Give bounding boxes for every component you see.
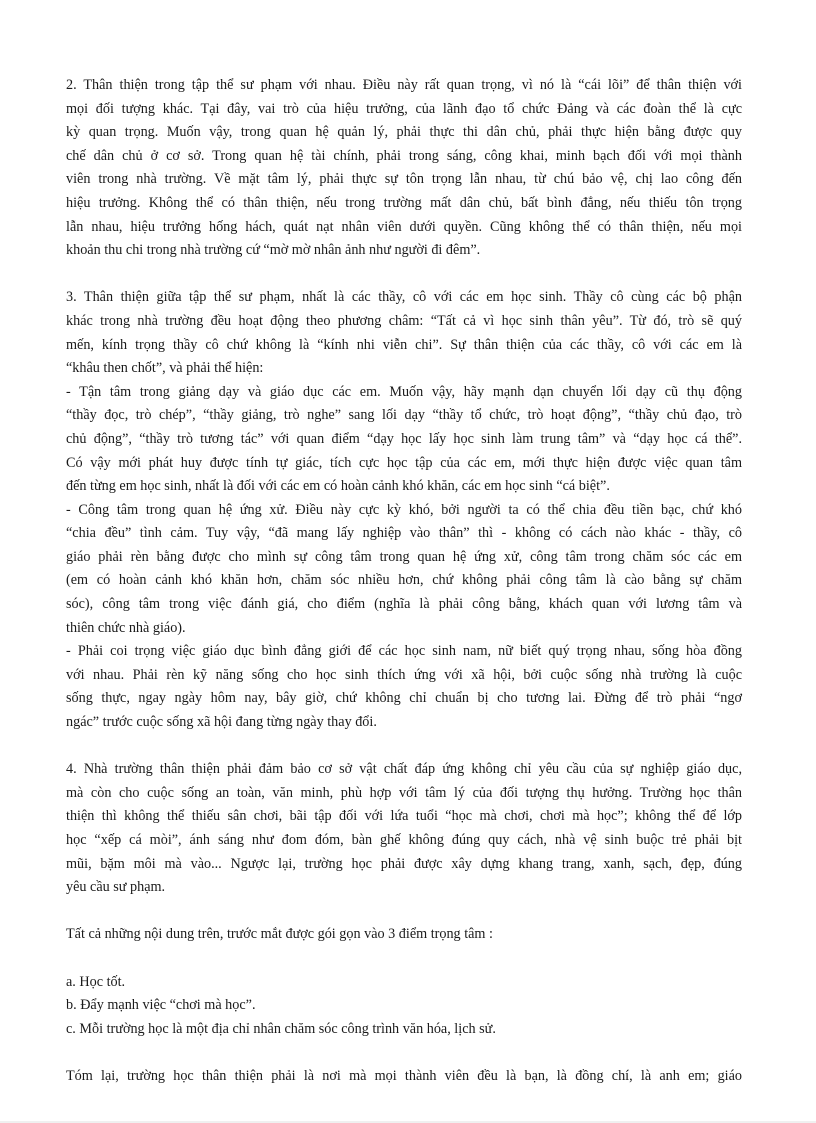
list-item: c. Mỗi trường học là một địa chỉ nhân chăm sóc công trình văn hóa, lịch sử. xyxy=(66,1020,496,1037)
paragraph-2 xyxy=(66,74,742,263)
list-item: a. Học tốt. xyxy=(66,973,126,990)
text-line: “chia đều” tình cảm. Tuy vậy, “đã mang lấy nghiệp vào thân” thì - không có cách nào khác - thầy, cô xyxy=(66,525,742,542)
list-item: b. Đẩy mạnh việc “chơi mà học”. xyxy=(66,997,256,1014)
document-body xyxy=(66,74,742,1089)
text-line: khác trong nhà trường đều hoạt động theo phương châm: “Tất cả vì học sinh thân yêu”. Từ đó, trò sẽ quý xyxy=(66,312,742,329)
text-line: Tất cả những nội dung trên, trước mắt được gói gọn vào 3 điểm trọng tâm : xyxy=(66,926,493,943)
text-line: mà còn cho cuộc sống an toàn, văn minh, phù hợp với tâm lý của đối tượng thụ hưởng. Trường học thân xyxy=(66,784,742,801)
text-line: - Công tâm trong quan hệ ứng xử. Điều này cực kỳ khó, bởi người ta có thể chia đều tiền bạc, chứ khó xyxy=(66,501,742,518)
text-line: 4. Nhà trường thân thiện phải đảm bảo cơ sở vật chất đáp ứng không chỉ yêu cầu của sự nghiệp giáo dục, xyxy=(66,761,742,778)
paragraph-gap xyxy=(66,947,742,971)
conclusion-paragraph xyxy=(66,1065,742,1089)
text-line: - Tận tâm trong giảng dạy và giáo dục các em. Muốn vậy, hãy mạnh dạn chuyển lối dạy cũ thụ động xyxy=(66,383,742,400)
text-line: mến, kính trọng thầy cô chứ không là “kính nhi viễn chi”. Sự thân thiện của các thầy, cô với các em là xyxy=(66,336,742,353)
text-line: sống thực, ngay ngày hôm nay, bây giờ, chứ không chỉ chuẩn bị cho tương lai. Đừng để trò phải “ngơ xyxy=(66,690,742,707)
text-line: mọi đối tượng khác. Tại đây, vai trò của hiệu trưởng, của lãnh đạo tổ chức Đảng và các đoàn thể là cực xyxy=(66,100,742,117)
text-line: lẫn nhau, hiệu trưởng hống hách, quát nạt nhân viên dưới quyền. Cũng không thể có thân thiện, nếu mọi xyxy=(66,218,742,235)
text-line: ngác” trước cuộc sống xã hội đang từng ngày thay đổi. xyxy=(66,714,377,731)
text-line: “khâu then chốt”, và phải thể hiện: xyxy=(66,360,264,377)
summary-intro xyxy=(66,923,742,947)
focus-list xyxy=(66,971,742,1042)
text-line: “thầy đọc, trò chép”, “thầy giảng, trò nghe” sang lối dạy “thầy tổ chức, trò hoạt động”, “thầy chủ đạo, trò xyxy=(66,407,742,424)
text-line: sóc), công tâm trong việc đánh giá, cho điểm (nghĩa là phải công bằng, khách quan với lương tâm và xyxy=(66,596,742,613)
text-line: thiên chức nhà giáo). xyxy=(66,619,186,636)
paragraph-gap xyxy=(66,900,742,924)
text-line: với nhau. Phải rèn kỹ năng sống cho học sinh thích ứng với xã hội, bởi cuộc sống nhà trường là cuộc xyxy=(66,666,742,683)
text-line: hiệu trưởng. Không thể có thân thiện, nếu trong trường mất dân chủ, bất bình đẳng, nếu thiếu tôn trọng xyxy=(66,194,742,211)
paragraph-gap xyxy=(66,263,742,287)
paragraph-gap xyxy=(66,1041,742,1065)
text-line: khoản thu chi trong nhà trường cứ “mờ mờ nhân ảnh như người đi đêm”. xyxy=(66,242,481,259)
text-line: Tóm lại, trường học thân thiện phải là nơi mà mọi thành viên đều là bạn, là đồng chí, là anh em; giáo xyxy=(66,1067,742,1084)
paragraph-4 xyxy=(66,758,742,900)
text-line: - Phải coi trọng việc giáo dục bình đẳng giới để các học sinh nam, nữ biết quý trọng nhau, sống hòa đồng xyxy=(66,643,742,660)
text-line: đến từng em học sinh, nhất là đối với các em có hoàn cảnh khó khăn, các em học sinh “cá biệt”. xyxy=(66,478,610,495)
text-line: Có vậy mới phát huy được tính tự giác, tích cực học tập của các em, mới thực hiện được việc quan tâm xyxy=(66,454,742,471)
text-line: kỳ quan trọng. Muốn vậy, trong quan hệ quản lý, phải thực thi dân chủ, phải thực hiện bằng được quy xyxy=(66,124,742,141)
text-line: yêu cầu sư phạm. xyxy=(66,879,166,896)
text-line: viên trong nhà trường. Về mặt tâm lý, phải thực sự tôn trọng lẫn nhau, từ chú bảo vệ, chị lao công đến xyxy=(66,171,742,188)
text-line: học “xếp cá mòi”, ánh sáng như đom đóm, bàn ghế không đúng quy cách, nhà vệ sinh buộc trẻ phải bịt xyxy=(66,832,742,848)
paragraph-gap xyxy=(66,735,742,759)
text-line: (em có hoàn cảnh khó khăn hơn, chăm sóc nhiều hơn, chứ không phải công tâm là cào bằng sự chăm xyxy=(66,572,742,589)
text-line: giáo phải rèn bằng được cho mình sự công tâm trong quan hệ ứng xử, công tâm trong chăm sóc các em xyxy=(66,548,742,565)
text-line: 3. Thân thiện giữa tập thể sư phạm, nhất là các thầy, cô với các em học sinh. Thầy cô cùng các bộ phận xyxy=(66,289,742,306)
text-line: chủ động”, “thầy trò tương tác” với quan điểm “dạy học lấy học sinh làm trung tâm” và “dạy học cá thể”. xyxy=(66,430,742,447)
text-line: chế dân chủ ở cơ sở. Trong quan hệ tài chính, phải trong sáng, công khai, minh bạch đối với mọi thành xyxy=(66,147,742,164)
text-line: mũi, bặm môi mà vào... Ngược lại, trường học phải được xây dựng khang trang, xanh, sạch, đẹp, đúng xyxy=(66,855,742,872)
text-line: 2. Thân thiện trong tập thể sư phạm với nhau. Điều này rất quan trọng, vì nó là “cái lõi” để thân thiện với xyxy=(66,77,742,93)
text-line: thiện thì không thể thiếu sân chơi, bãi tập đối với lứa tuổi “học mà chơi, chơi mà học”; không thể để lớp xyxy=(66,808,742,825)
paragraph-3 xyxy=(66,286,742,734)
